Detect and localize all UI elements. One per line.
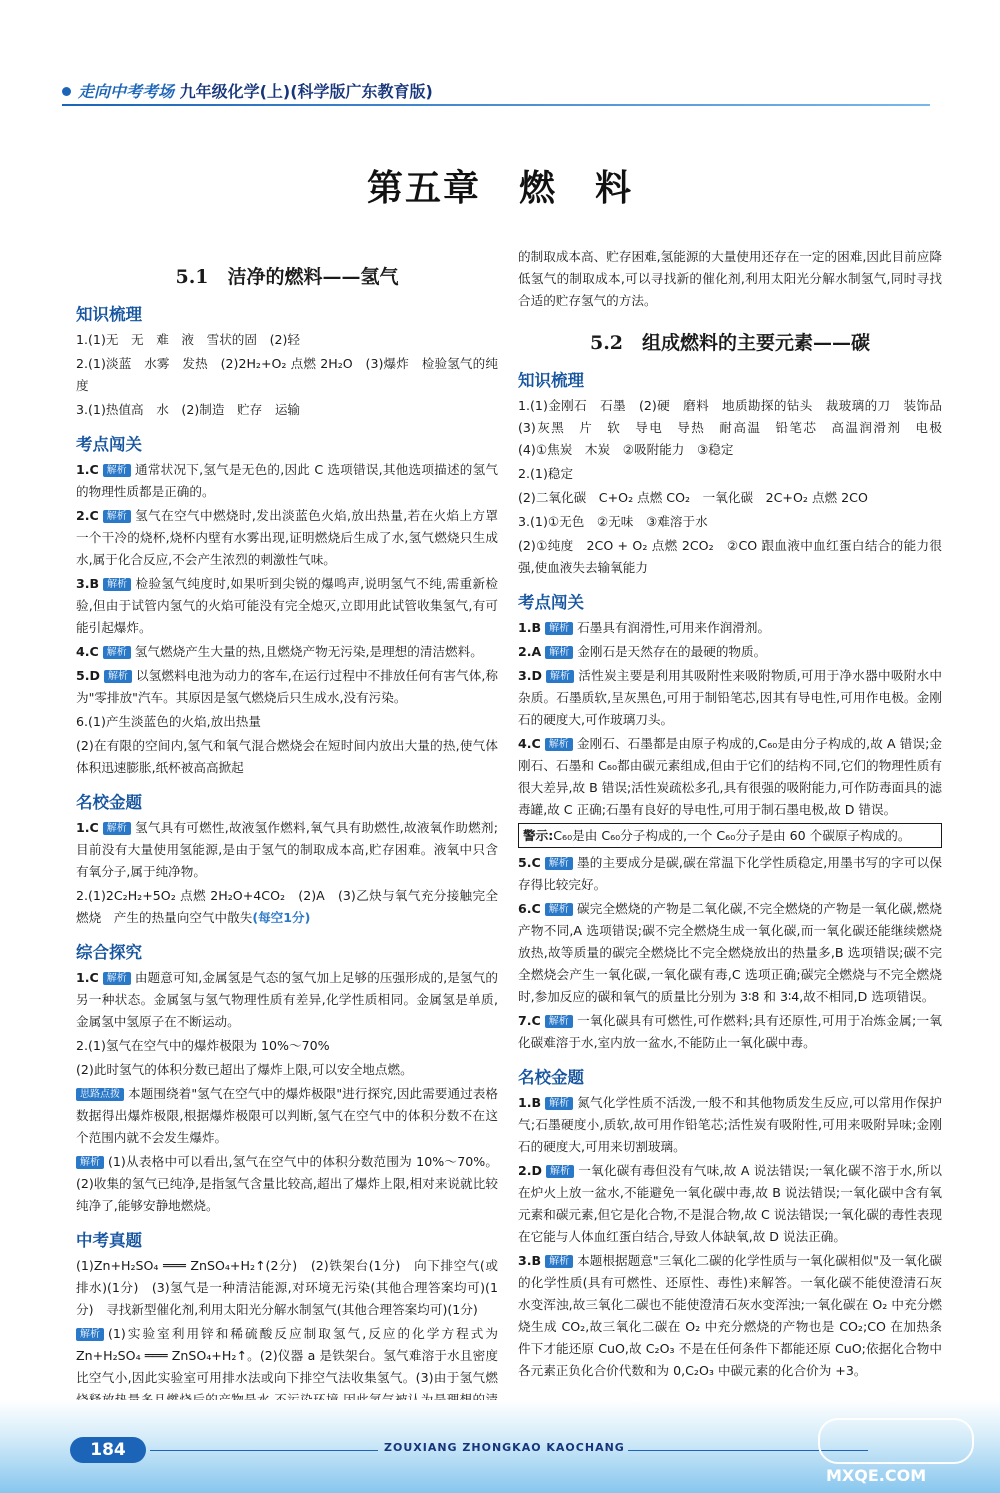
analysis-tag: 解析: [545, 903, 573, 916]
answer-number: 1.B: [518, 1095, 542, 1110]
analysis-tag: 解析: [545, 857, 573, 870]
answer-text: 检验氢气纯度时,如果听到尖锐的爆鸣声,说明氢气不纯,需重新检验,但由于试管内氢气的火焰可能没有完全熄灭,立即用此试管收集氢气,有可能引起爆炸。: [76, 576, 498, 635]
answer-item: [76, 665, 498, 709]
subheading-famous-school: 名校金题: [518, 1068, 584, 1087]
subheading-famous-school: 名校金题: [76, 793, 142, 812]
answer-text: 本题根据题意"三氧化二碳的化学性质与一氧化碳相似"及一氧化碳的化学性质(具有可燃性、还原性、毒性)来解答。一氧化碳不能使澄清石灰水变浑浊,故三氧化二碳也不能使澄清石灰水变浑浊;一氧化碳在 O₂ 中充分燃烧生成 CO₂,故三氧化二碳在 O₂ 中充分燃烧的产物也是 CO₂;CO 在加热条件下才能还原 CuO,故 C₂O₃ 不是在任何条件下都能还原 CuO;依据化合物中各元素正负化合价代数和为 0,C₂O₃ 中碳元素的化合价为 +3。: [518, 1253, 942, 1378]
answer-text: 通常状况下,氢气是无色的,因此 C 选项错误,其他选项描述的氢气的物理性质都是正确的。: [76, 462, 498, 499]
answer-item: [518, 665, 942, 731]
subheading-checkpoints: 考点闯关: [518, 593, 584, 612]
continued-text: 的制取成本高、贮存困难,氢能源的大量使用还存在一定的困难,因此目前应降低氢气的制取成本,可以寻找新的催化剂,利用太阳光分解水制氢气,同时寻找合适的贮存氢气的方法。: [518, 249, 942, 308]
list-item: (2)①纯度 2CO + O₂ 点燃 2CO₂ ②CO 跟血液中血红蛋白结合的能力很强,使血液失去输氧能力: [518, 538, 942, 575]
answer-item: [518, 898, 942, 1008]
subheading-inquiry: 综合探究: [76, 943, 142, 962]
footer-rule-left: [150, 1450, 378, 1451]
list-item: 2.(1)稳定: [518, 466, 574, 481]
analysis-tag: 解析: [103, 578, 131, 591]
answer-number: 1.C: [76, 970, 99, 985]
analysis-tag: 解析: [545, 738, 573, 751]
answer-text: 碳完全燃烧的产物是二氧化碳,不完全燃烧的产物是一氧化碳,燃烧产物不同,A 选项错误;碳不完全燃烧生成一氧化碳,而一氧化碳还能继续燃烧放热,故等质量的碳完全燃烧比不完全燃烧放出的热量多,B 选项错误;碳不完全燃烧会产生一氧化碳,一氧化碳有毒,C 选项正确;碳完全燃烧与不完全燃烧时,参加反应的碳和氧气的质量比分别为 3∶8 和 3∶4,故不相同,D 选项错误。: [518, 901, 942, 1004]
header-rule: [62, 104, 930, 106]
answer-number: 2.C: [76, 508, 99, 523]
answer-text: 金刚石、石墨都是由原子构成的,C₆₀是由分子构成的,故 A 错误;金刚石、石墨和 C₆₀都由碳元素组成,但由于它们的结构不同,它们的物理性质有很大差异,故 B 错误;活性炭疏松多孔,具有很强的吸附能力,可作防毒面具的滤毒罐,故 C 正确;石墨有良好的导电性,可用于制石墨电极,故 D 错误。: [518, 736, 942, 817]
analysis-tag: 解析: [546, 670, 574, 683]
answer-number: 1.C: [76, 820, 99, 835]
chapter-title: 第五章 燃 料: [366, 167, 633, 209]
right-column: [518, 246, 955, 1384]
hint-tag: 思路点拨: [76, 1088, 124, 1101]
answer-item: [76, 1083, 498, 1149]
answer-item: [76, 967, 498, 1033]
answer-text: 一氧化碳具有可燃性,可作燃料;具有还原性,可用于冶炼金属;一氧化碳难溶于水,室内放一盆水,不能防止一氧化碳中毒。: [518, 1013, 942, 1050]
answer-item: [76, 459, 498, 503]
list-item: (2)二氧化碳 C+O₂ 点燃 CO₂ 一氧化碳 2C+O₂ 点燃 2CO: [518, 490, 868, 505]
analysis-tag: 解析: [545, 646, 573, 659]
analysis-tag: 解析: [76, 1156, 104, 1169]
answer-number: 2.D: [518, 1163, 543, 1178]
list-item: 2.(1)氢气在空气中的爆炸极限为 10%～70%: [76, 1038, 330, 1053]
list-item: (2)在有限的空间内,氢气和氧气混合燃烧会在短时间内放出大量的热,使气体体积迅速膨胀,纸杯被高高掀起: [76, 738, 498, 775]
list-item: 1.(1)金刚石 石墨 (2)硬 磨料 地质勘探的钻头 裁玻璃的刀 装饰品 (3)灰黑 片 软 导电 导热 耐高温 铅笔芯 高温润滑剂 电极 (4)①焦炭 木炭 ②吸附能力 ③稳定: [518, 398, 955, 457]
answer-number: 5.C: [518, 855, 541, 870]
answer-item: [518, 1092, 942, 1158]
answer-text: (1)实验室利用锌和稀硫酸反应制取氢气,反应的化学方程式为 Zn+H₂SO₄ ═══ ZnSO₄+H₂↑。(2)仪器 a 是铁架台。氢气难溶于水且密度比空气小,因此实验室可用排水法或向下排空气法收集氢气。(3)由于氢气燃: [76, 1326, 498, 1385]
answer-item: [518, 1160, 942, 1248]
answer-number: 3.B: [518, 1253, 542, 1268]
answer-item: [76, 1151, 498, 1217]
analysis-tag: 解析: [104, 670, 132, 683]
watermark-badge-icon: [818, 1418, 974, 1464]
analysis-tag: 解析: [546, 1165, 574, 1178]
list-item: 6.(1)产生淡蓝色的火焰,放出热量: [76, 714, 261, 729]
answer-item: [76, 817, 498, 883]
list-item: 3.(1)热值高 水 (2)制造 贮存 运输: [76, 402, 301, 417]
answer-item: [76, 505, 498, 571]
list-item: 2.(1)淡蓝 水雾 发热 (2)2H₂+O₂ 点燃 2H₂O (3)爆炸 检验氢气的纯度: [76, 356, 498, 393]
answer-item: [518, 852, 942, 896]
answer-number: 1.C: [76, 462, 99, 477]
answer-item: [518, 617, 942, 639]
answer-text: 本题围绕着"氢气在空气中的爆炸极限"进行探究,因此需要通过表格数据得出爆炸极限,根据爆炸极限可以判断,氢气在空气中的体积分数不在这个范围内就不会发生爆炸。: [76, 1086, 498, 1145]
subheading-knowledge: 知识梳理: [76, 305, 142, 324]
analysis-tag: 解析: [545, 1015, 573, 1028]
answer-item: [76, 573, 498, 639]
answer-number: 4.C: [518, 736, 541, 751]
watermark-url: MXQE.COM: [826, 1466, 927, 1485]
analysis-tag: 解析: [103, 972, 131, 985]
score-note: (每空1分): [252, 910, 311, 925]
answer-item: [518, 641, 942, 663]
page-number: 184: [70, 1437, 146, 1463]
answer-text: 墨的主要成分是碳,碳在常温下化学性质稳定,用墨书写的字可以保存得比较完好。: [518, 855, 942, 892]
answer-text: 由题意可知,金属氢是气态的氢气加上足够的压强形成的,是氢气的另一种状态。金属氢与氢气物理性质有差异,化学性质相同。金属氢是单质,金属氢中氢原子在不断运动。: [76, 970, 498, 1029]
answer-text: 金刚石是天然存在的最硬的物质。: [577, 644, 767, 659]
analysis-tag: 解析: [545, 622, 573, 635]
answer-text: 石墨具有润滑性,可用来作润滑剂。: [577, 620, 771, 635]
analysis-tag: 解析: [103, 464, 131, 477]
answer-item: [518, 733, 942, 821]
answer-number: 5.D: [76, 668, 101, 683]
answer-text: 以氢燃料电池为动力的客车,在运行过程中不排放任何有害气体,称为"零排放"汽车。其原因是氢气燃烧后只生成水,没有污染。: [76, 668, 498, 705]
warning-box: [518, 823, 942, 848]
list-item: (1)Zn+H₂SO₄ ═══ ZnSO₄+H₂↑(2分) (2)铁架台(1分) 向下排空气(或排水)(1分) (3)氢气是一种清洁能源,对环境无污染(其他合理答案均可)(1分) 寻找新型催化剂,利用太阳光分解水制氢气(其他合理答案均可)(1分): [76, 1258, 498, 1317]
section-title-5-2: 5.2 组成燃料的主要元素——碳: [589, 332, 871, 354]
answer-item: [76, 641, 498, 663]
header-text: [78, 79, 433, 102]
list-item: (2)此时氢气的体积分数已超出了爆炸上限,可以安全地点燃。: [76, 1062, 413, 1077]
analysis-tag: 解析: [103, 646, 131, 659]
warning-text: C₆₀是由 C₆₀分子构成的,一个 C₆₀分子是由 60 个碳原子构成的。: [553, 828, 911, 843]
analysis-tag: 解析: [545, 1255, 573, 1268]
answer-number: 3.B: [76, 576, 100, 591]
header-subtitle: 九年级化学(上)(科学版广东教育版): [179, 82, 433, 101]
analysis-tag: 解析: [103, 822, 131, 835]
left-column: [76, 246, 498, 1435]
answer-text: 氢气具有可燃性,故液氢作燃料,氧气具有助燃性,故液氧作助燃剂;目前没有大量使用氢能源,是由于氢气的制取成本高,贮存困难。液氧中只含有氧分子,属于纯净物。: [76, 820, 498, 879]
answer-text: 氢气燃烧产生大量的热,且燃烧产物无污染,是理想的清洁燃料。: [134, 644, 483, 659]
answer-number: 1.B: [518, 620, 542, 635]
answer-item: [76, 885, 498, 929]
answer-item: [518, 1010, 942, 1054]
answer-number: 6.C: [518, 901, 541, 916]
header-bullet-icon: [62, 87, 71, 96]
header-series: 走向中考考场: [78, 82, 175, 101]
answer-number: 2.A: [518, 644, 542, 659]
warning-label: 警示:: [523, 828, 554, 843]
list-item: 3.(1)①无色 ②无味 ③难溶于水: [518, 514, 708, 529]
footer-series-pinyin: ZOUXIANG ZHONGKAO KAOCHANG: [384, 1441, 625, 1454]
answer-text: 2.(1)2C₂H₂+5O₂ 点燃 2H₂O+4CO₂ (2)A (3)乙炔与氧气充分接触完全燃烧 产生的热量向空气中散失: [76, 888, 498, 925]
answer-text: (1)从表格中可以看出,氢气在空气中的体积分数范围为 10%～70%。(2)收集的氢气已纯净,是指氢气含量比较高,超出了爆炸上限,相对来说就比较纯净了,能够安静地燃烧。: [76, 1154, 498, 1213]
answer-item: [518, 1250, 942, 1382]
answer-text: 氮气化学性质不活泼,一般不和其他物质发生反应,可以常用作保护气;石墨硬度小,质软,故可用作铅笔芯;活性炭有吸附性,可用来吸附异味;金刚石的硬度大,可用来切割玻璃。: [518, 1095, 942, 1154]
subheading-knowledge: 知识梳理: [518, 371, 584, 390]
analysis-tag: 解析: [545, 1097, 573, 1110]
answer-number: 4.C: [76, 644, 99, 659]
watermark-logo: [818, 1418, 988, 1488]
answer-text: 活性炭主要是利用其吸附性来吸附物质,可用于净水器中吸附水中杂质。石墨质软,呈灰黑色,可用于制铅笔芯,因其有导电性,可用作电极。金刚石的硬度大,可作玻璃刀头。: [518, 668, 942, 727]
answer-number: 7.C: [518, 1013, 541, 1028]
analysis-tag: 解析: [103, 510, 131, 523]
subheading-checkpoints: 考点闯关: [76, 435, 142, 454]
answer-text: 氢气在空气中燃烧时,发出淡蓝色火焰,放出热量,若在火焰上方罩一个干冷的烧杯,烧杯内壁有水雾出现,证明燃烧后生成了水,氢气燃烧只生成水,属于化合反应,不会产生浓烈的刺激性气味。: [76, 508, 498, 567]
answer-text: 一氧化碳有毒但没有气味,故 A 说法错误;一氧化碳不溶于水,所以在炉火上放一盆水,不能避免一氧化碳中毒,故 B 说法错误;一氧化碳中含有氧元素和碳元素,但它是化合物,不是混合物,故 C 说法错误;一氧化碳的毒性表现在它能与人体血红蛋白结合,导致人体缺氧,故 D 说法正确。: [518, 1163, 942, 1244]
answer-number: 3.D: [518, 668, 543, 683]
section-title-5-1: 5.1 洁净的燃料——氢气: [175, 266, 399, 288]
list-item: 1.(1)无 无 难 液 雪状的固 (2)轻: [76, 332, 301, 347]
page-header: [62, 78, 930, 106]
subheading-exam-questions: 中考真题: [76, 1231, 142, 1250]
analysis-tag: 解析: [76, 1328, 104, 1341]
